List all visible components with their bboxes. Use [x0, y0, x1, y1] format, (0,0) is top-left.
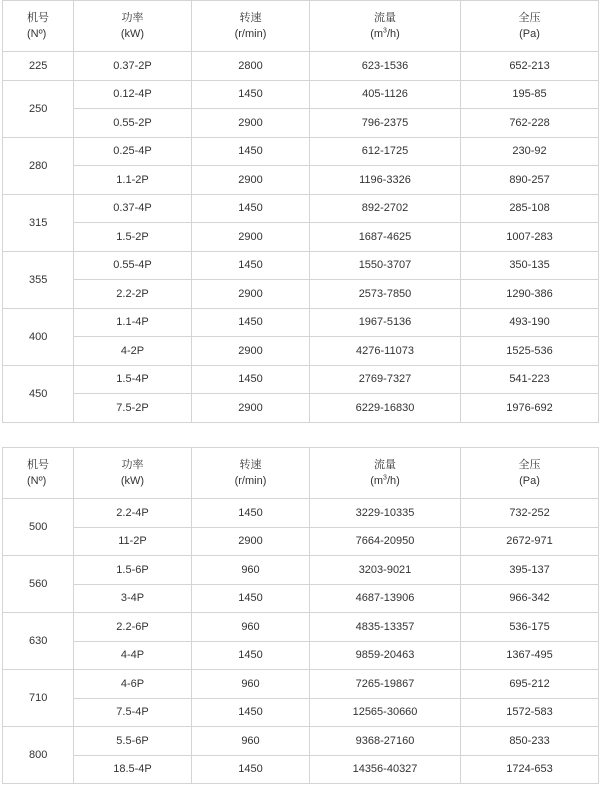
pressure-cell: 1367-495 [461, 641, 599, 670]
flow-cell: 7664-20950 [310, 527, 461, 556]
table-row [3, 137, 599, 166]
power-cell: 0.55-4P [74, 251, 192, 280]
power-cell: 4-2P [74, 337, 192, 366]
model-cell: 315 [3, 194, 74, 251]
table-row [3, 337, 599, 366]
flow-cell: 623-1536 [310, 52, 461, 81]
header-model [3, 1, 74, 52]
header-flow-unit: $(m^3/h)$ [370, 27, 400, 40]
header-speed-unit: (r/min) [234, 475, 267, 487]
header-flow-unit: $(m^3/h)$ [370, 474, 400, 487]
header-power [74, 1, 192, 52]
table-row [3, 80, 599, 109]
speed-cell: 2900 [192, 394, 310, 423]
header-speed-label: 转速 [239, 12, 262, 24]
power-cell: 0.37-4P [74, 194, 192, 223]
pressure-cell: 966-342 [461, 584, 599, 613]
flow-cell: 4687-13906 [310, 584, 461, 613]
table-row [3, 499, 599, 528]
speed-cell: 960 [192, 727, 310, 756]
power-cell: 0.37-2P [74, 52, 192, 81]
flow-cell: 4835-13357 [310, 613, 461, 642]
flow-cell: 1967-5136 [310, 308, 461, 337]
speed-cell: 2900 [192, 223, 310, 252]
power-cell: 0.25-4P [74, 137, 192, 166]
table-row [3, 698, 599, 727]
flow-cell: 7265-19867 [310, 670, 461, 699]
header-model-label: 机号 [27, 12, 49, 24]
power-cell: 11-2P [74, 527, 192, 556]
table-body-2 [3, 499, 599, 784]
pressure-cell: 1007-283 [461, 223, 599, 252]
fan-spec-table-2 [2, 447, 599, 784]
header-pressure [461, 1, 599, 52]
power-cell: 1.1-2P [74, 166, 192, 195]
header-power-label: 功率 [121, 12, 144, 24]
power-cell: 2.2-4P [74, 499, 192, 528]
model-cell: 560 [3, 556, 74, 613]
table-row [3, 641, 599, 670]
header-speed [192, 448, 310, 499]
flow-cell: 2573-7850 [310, 280, 461, 309]
speed-cell: 1450 [192, 755, 310, 784]
flow-cell: 796-2375 [310, 109, 461, 138]
flow-cell: 12565-30660 [310, 698, 461, 727]
table-row [3, 755, 599, 784]
flow-cell: 612-1725 [310, 137, 461, 166]
table-row [3, 556, 599, 585]
model-cell: 710 [3, 670, 74, 727]
header-model-unit: (Nº) [27, 28, 47, 40]
table-row [3, 527, 599, 556]
speed-cell: 1450 [192, 137, 310, 166]
header-flow-label: 流量 [374, 459, 396, 471]
speed-cell: 1450 [192, 641, 310, 670]
power-cell: 0.12-4P [74, 80, 192, 109]
speed-cell: 2900 [192, 337, 310, 366]
header-row [3, 448, 599, 499]
speed-cell: 1450 [192, 698, 310, 727]
pressure-cell: 2672-971 [461, 527, 599, 556]
flow-cell: 4276-11073 [310, 337, 461, 366]
flow-cell: 9859-20463 [310, 641, 461, 670]
header-speed-label: 转速 [239, 459, 262, 471]
power-cell: 1.5-4P [74, 365, 192, 394]
power-cell: 0.55-2P [74, 109, 192, 138]
pressure-cell: 541-223 [461, 365, 599, 394]
table-row [3, 670, 599, 699]
speed-cell: 2900 [192, 280, 310, 309]
table-row [3, 308, 599, 337]
model-cell: 250 [3, 80, 74, 137]
flow-cell: 1550-3707 [310, 251, 461, 280]
pressure-cell: 890-257 [461, 166, 599, 195]
table-row [3, 584, 599, 613]
pressure-cell: 1724-653 [461, 755, 599, 784]
pressure-cell: 285-108 [461, 194, 599, 223]
table-row [3, 394, 599, 423]
flow-cell: 9368-27160 [310, 727, 461, 756]
speed-cell: 960 [192, 613, 310, 642]
pressure-cell: 1572-583 [461, 698, 599, 727]
header-flow [310, 448, 461, 499]
power-cell: 4-6P [74, 670, 192, 699]
header-power-unit: (kW) [120, 475, 145, 487]
header-model-label: 机号 [27, 459, 49, 471]
header-pressure-unit: (Pa) [519, 28, 540, 40]
table-row [3, 52, 599, 81]
header-pressure [461, 448, 599, 499]
pressure-cell: 1976-692 [461, 394, 599, 423]
speed-cell: 1450 [192, 80, 310, 109]
power-cell: 1.5-2P [74, 223, 192, 252]
pressure-cell: 350-135 [461, 251, 599, 280]
pressure-cell: 652-213 [461, 52, 599, 81]
pressure-cell: 536-175 [461, 613, 599, 642]
model-cell: 400 [3, 308, 74, 365]
table-row [3, 166, 599, 195]
header-speed [192, 1, 310, 52]
speed-cell: 1450 [192, 308, 310, 337]
model-cell: 800 [3, 727, 74, 784]
power-cell: 5.5-6P [74, 727, 192, 756]
flow-cell: 1687-4625 [310, 223, 461, 252]
power-cell: 18.5-4P [74, 755, 192, 784]
header-flow-label: 流量 [374, 12, 396, 24]
power-cell: 1.1-4P [74, 308, 192, 337]
model-cell: 280 [3, 137, 74, 194]
flow-cell: 6229-16830 [310, 394, 461, 423]
speed-cell: 1450 [192, 584, 310, 613]
speed-cell: 960 [192, 670, 310, 699]
power-cell: 3-4P [74, 584, 192, 613]
pressure-cell: 695-212 [461, 670, 599, 699]
speed-cell: 1450 [192, 365, 310, 394]
speed-cell: 2900 [192, 527, 310, 556]
header-pressure-label: 全压 [518, 459, 541, 471]
header-flow [310, 1, 461, 52]
speed-cell: 2900 [192, 166, 310, 195]
header-model-unit: (Nº) [27, 475, 47, 487]
model-cell: 355 [3, 251, 74, 308]
speed-cell: 1450 [192, 251, 310, 280]
power-cell: 2.2-2P [74, 280, 192, 309]
flow-cell: 14356-40327 [310, 755, 461, 784]
header-speed-unit: (r/min) [234, 28, 267, 40]
header-power [74, 448, 192, 499]
pressure-cell: 195-85 [461, 80, 599, 109]
header-row [3, 1, 599, 52]
pressure-cell: 395-137 [461, 556, 599, 585]
table-row [3, 251, 599, 280]
table-row [3, 109, 599, 138]
pressure-cell: 762-228 [461, 109, 599, 138]
flow-cell: 405-1126 [310, 80, 461, 109]
header-power-label: 功率 [121, 459, 144, 471]
pressure-cell: 493-190 [461, 308, 599, 337]
pressure-cell: 230-92 [461, 137, 599, 166]
speed-cell: 1450 [192, 194, 310, 223]
power-cell: 4-4P [74, 641, 192, 670]
table-row [3, 613, 599, 642]
header-model [3, 448, 74, 499]
power-cell: 1.5-6P [74, 556, 192, 585]
power-cell: 2.2-6P [74, 613, 192, 642]
model-cell: 450 [3, 365, 74, 422]
power-cell: 7.5-4P [74, 698, 192, 727]
speed-cell: 2900 [192, 109, 310, 138]
pressure-cell: 1525-536 [461, 337, 599, 366]
table-body-1 [3, 52, 599, 423]
speed-cell: 960 [192, 556, 310, 585]
power-cell: 7.5-2P [74, 394, 192, 423]
fan-spec-table-1 [2, 0, 599, 423]
header-power-unit: (kW) [120, 28, 145, 40]
table-row [3, 194, 599, 223]
speed-cell: 1450 [192, 499, 310, 528]
flow-cell: 892-2702 [310, 194, 461, 223]
flow-cell: 3229-10335 [310, 499, 461, 528]
flow-cell: 3203-9021 [310, 556, 461, 585]
pressure-cell: 732-252 [461, 499, 599, 528]
header-pressure-unit: (Pa) [519, 475, 540, 487]
table-row [3, 223, 599, 252]
header-pressure-label: 全压 [518, 12, 541, 24]
table-row [3, 280, 599, 309]
pressure-cell: 1290-386 [461, 280, 599, 309]
table-row [3, 365, 599, 394]
table-row [3, 727, 599, 756]
model-cell: 500 [3, 499, 74, 556]
speed-cell: 2800 [192, 52, 310, 81]
flow-cell: 2769-7327 [310, 365, 461, 394]
model-cell: 225 [3, 52, 74, 81]
pressure-cell: 850-233 [461, 727, 599, 756]
model-cell: 630 [3, 613, 74, 670]
flow-cell: 1196-3326 [310, 166, 461, 195]
